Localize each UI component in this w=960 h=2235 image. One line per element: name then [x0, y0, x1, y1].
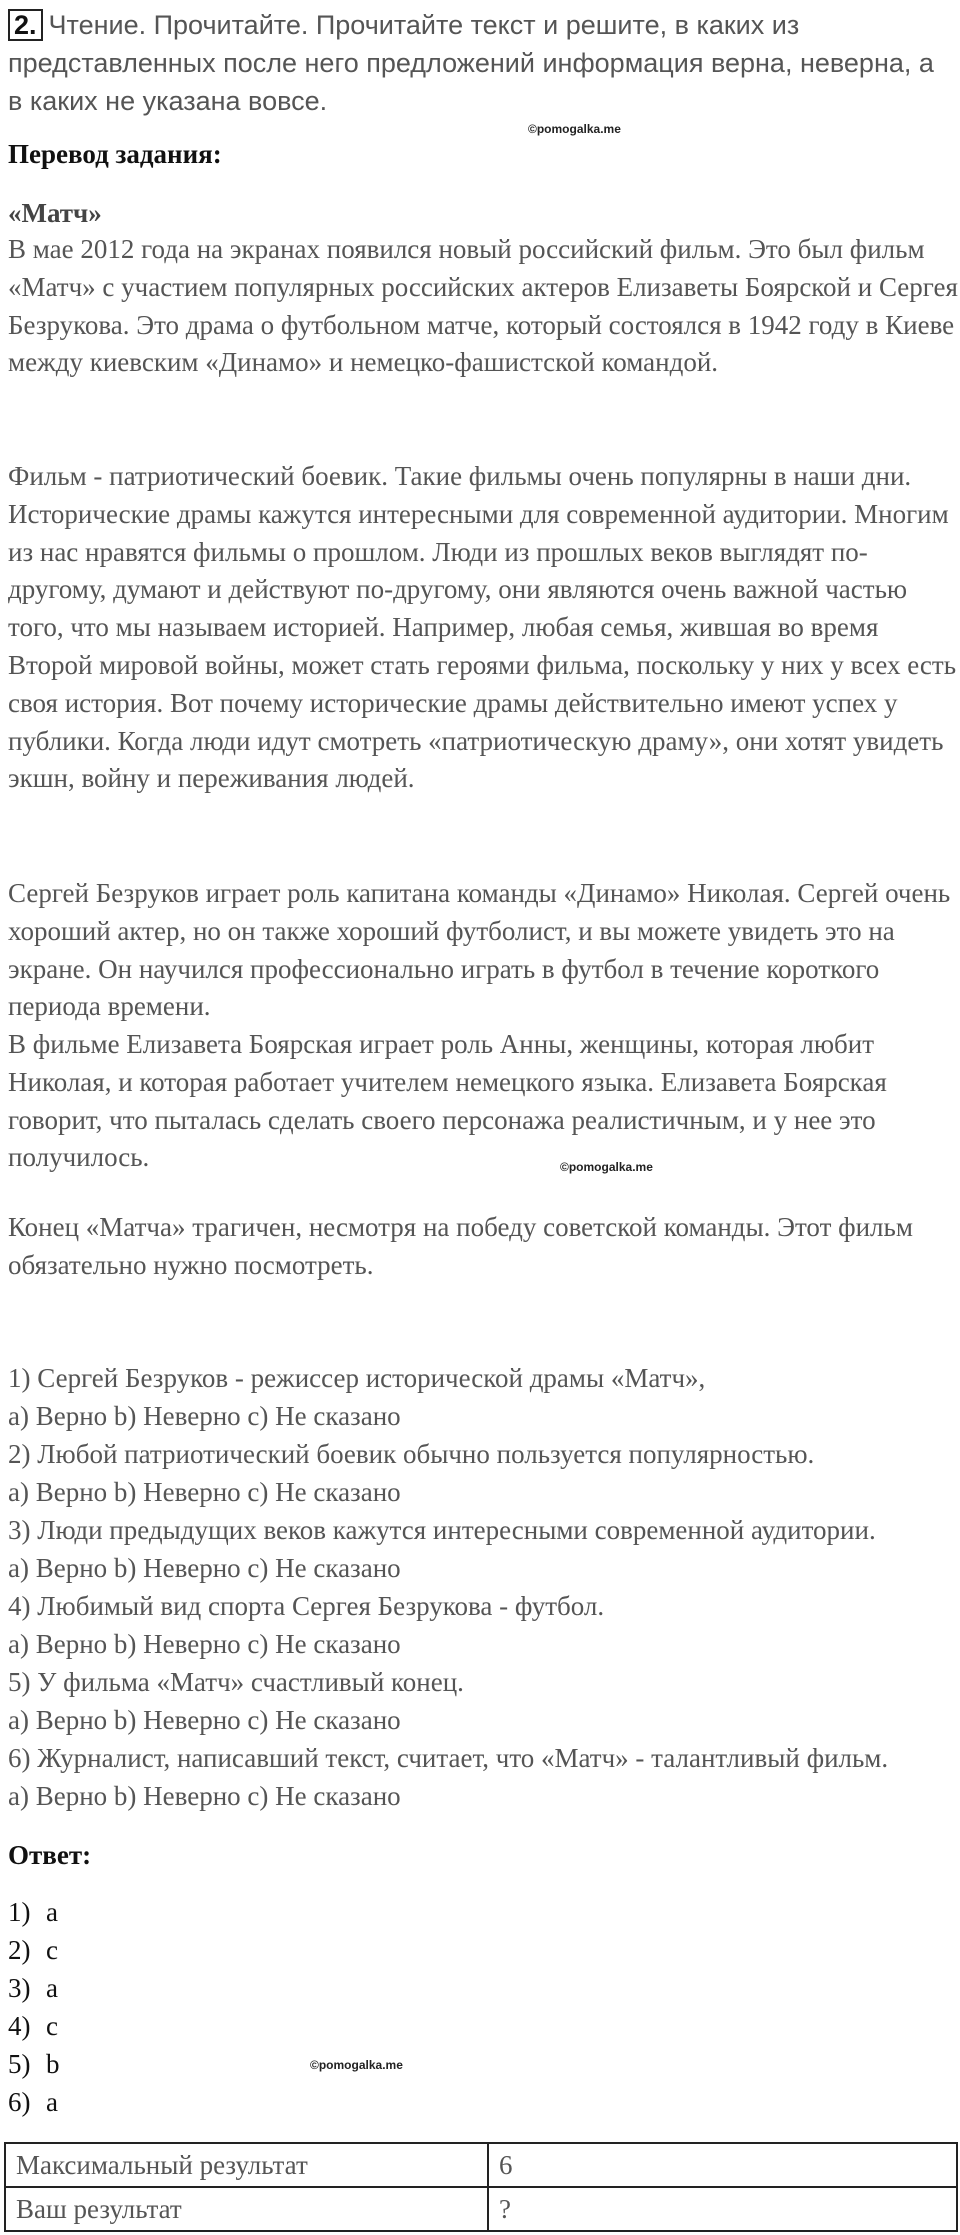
article-paragraph-2: Фильм - патриотический боевик. Такие фильмы очень популярны в наши дни. Исторические драмы кажутся интересными для современной аудитории. Многим из нас нравятся фильмы о прошлом. Люди из прошлых веков выглядят по-другому, думают и действуют по-другому, они являются очень важной частью того, что мы называем историей. Например, любая семья, жившая во время Второй мировой войны, может стать героями фильма, поскольку у них у всех есть своя история. Вот почему исторические драмы действительно имеют успех у публики. Когда люди идут смотреть «патриотическую драму», они хотят увидеть экшн, войну и переживания людей. — [8, 461, 957, 794]
task-instruction — [8, 6, 952, 120]
question-options: a) Верно b) Неверно c) Не сказано — [8, 1553, 401, 1583]
score-row-yours — [5, 2187, 957, 2231]
your-result-label: Ваш результат — [5, 2187, 488, 2231]
answer-row — [8, 1969, 60, 2007]
answer-value: a — [46, 1897, 58, 1927]
watermark: ©pomogalka.me — [560, 1160, 653, 1174]
answer-number: 2) — [8, 1935, 31, 1965]
score-row-max — [5, 2143, 957, 2187]
question-statement: 6) Журналист, написавший текст, считает, что «Матч» - талантливый фильм. — [8, 1743, 889, 1773]
answer-number: 1) — [8, 1897, 31, 1927]
question-statement: 5) У фильма «Матч» счастливый конец. — [8, 1667, 464, 1697]
task-number: 2. — [8, 9, 43, 41]
article-paragraph-4: В фильме Елизавета Боярская играет роль Анны, женщины, которая любит Николая, и которая работает учителем немецкого языка. Елизавета Боярская говорит, что пыталась сделать своего персонажа реалистичным, и у нее это получилось. — [8, 1029, 887, 1173]
answer-number: 4) — [8, 2011, 31, 2041]
article-paragraph-1: В мае 2012 года на экранах появился новый российский фильм. Это был фильм «Матч» с участием популярных российских актеров Елизаветы Боярской и Сергея Безрукова. Это драма о футбольном матче, который состоялся в 1942 году в Киеве между киевским «Динамо» и немецко-фашистской командой. — [8, 234, 958, 378]
max-result-value: 6 — [488, 2143, 957, 2187]
answer-heading: Ответ: — [8, 1840, 92, 1870]
max-result-label: Максимальный результат — [5, 2143, 488, 2187]
question-options: a) Верно b) Неверно c) Не сказано — [8, 1401, 401, 1431]
answer-number: 5) — [8, 2049, 31, 2079]
question-options: a) Верно b) Неверно c) Не сказано — [8, 1477, 401, 1507]
answer-row — [8, 2007, 60, 2045]
question-options: a) Верно b) Неверно c) Не сказано — [8, 1781, 401, 1811]
questions-list — [8, 1359, 958, 1815]
answer-value: c — [46, 1935, 58, 1965]
watermark: ©pomogalka.me — [528, 122, 621, 136]
question-statement: 3) Люди предыдущих веков кажутся интересными современной аудитории. — [8, 1515, 876, 1545]
task-text: Чтение. Прочитайте. Прочитайте текст и решите, в каких из представленных после него предложений информация верна, неверна, а в каких не указана вовсе. — [8, 10, 934, 116]
translation-heading: Перевод задания: — [8, 139, 222, 169]
answer-number: 3) — [8, 1973, 31, 2003]
article-title: «Матч» — [8, 198, 102, 228]
article-paragraph-3: Сергей Безруков играет роль капитана команды «Динамо» Николая. Сергей очень хороший актер, но он также хороший футболист, и вы можете увидеть это на экране. Он научился профессионально играть в футбол в течение короткого периода времени. — [8, 878, 951, 1022]
answer-value: c — [46, 2011, 58, 2041]
question-statement: 2) Любой патриотический боевик обычно пользуется популярностью. — [8, 1439, 815, 1469]
answer-value: a — [46, 1973, 58, 2003]
score-table — [4, 2142, 958, 2232]
your-result-value[interactable]: ? — [488, 2187, 957, 2231]
article-paragraph-5: Конец «Матча» трагичен, несмотря на победу советской команды. Этот фильм обязательно нужно посмотреть. — [8, 1212, 913, 1280]
answer-row — [8, 2083, 60, 2121]
answer-row — [8, 1931, 60, 1969]
question-statement: 1) Сергей Безруков - режиссер исторической драмы «Матч», — [8, 1363, 706, 1393]
answer-row — [8, 1893, 60, 1931]
answer-row — [8, 2045, 60, 2083]
answer-value: b — [46, 2049, 60, 2079]
question-options: a) Верно b) Неверно c) Не сказано — [8, 1705, 401, 1735]
answer-value: a — [46, 2087, 58, 2117]
answers-list — [8, 1893, 60, 2121]
question-options: a) Верно b) Неверно c) Не сказано — [8, 1629, 401, 1659]
question-statement: 4) Любимый вид спорта Сергея Безрукова - футбол. — [8, 1591, 605, 1621]
watermark: ©pomogalka.me — [310, 2058, 403, 2072]
answer-number: 6) — [8, 2087, 31, 2117]
